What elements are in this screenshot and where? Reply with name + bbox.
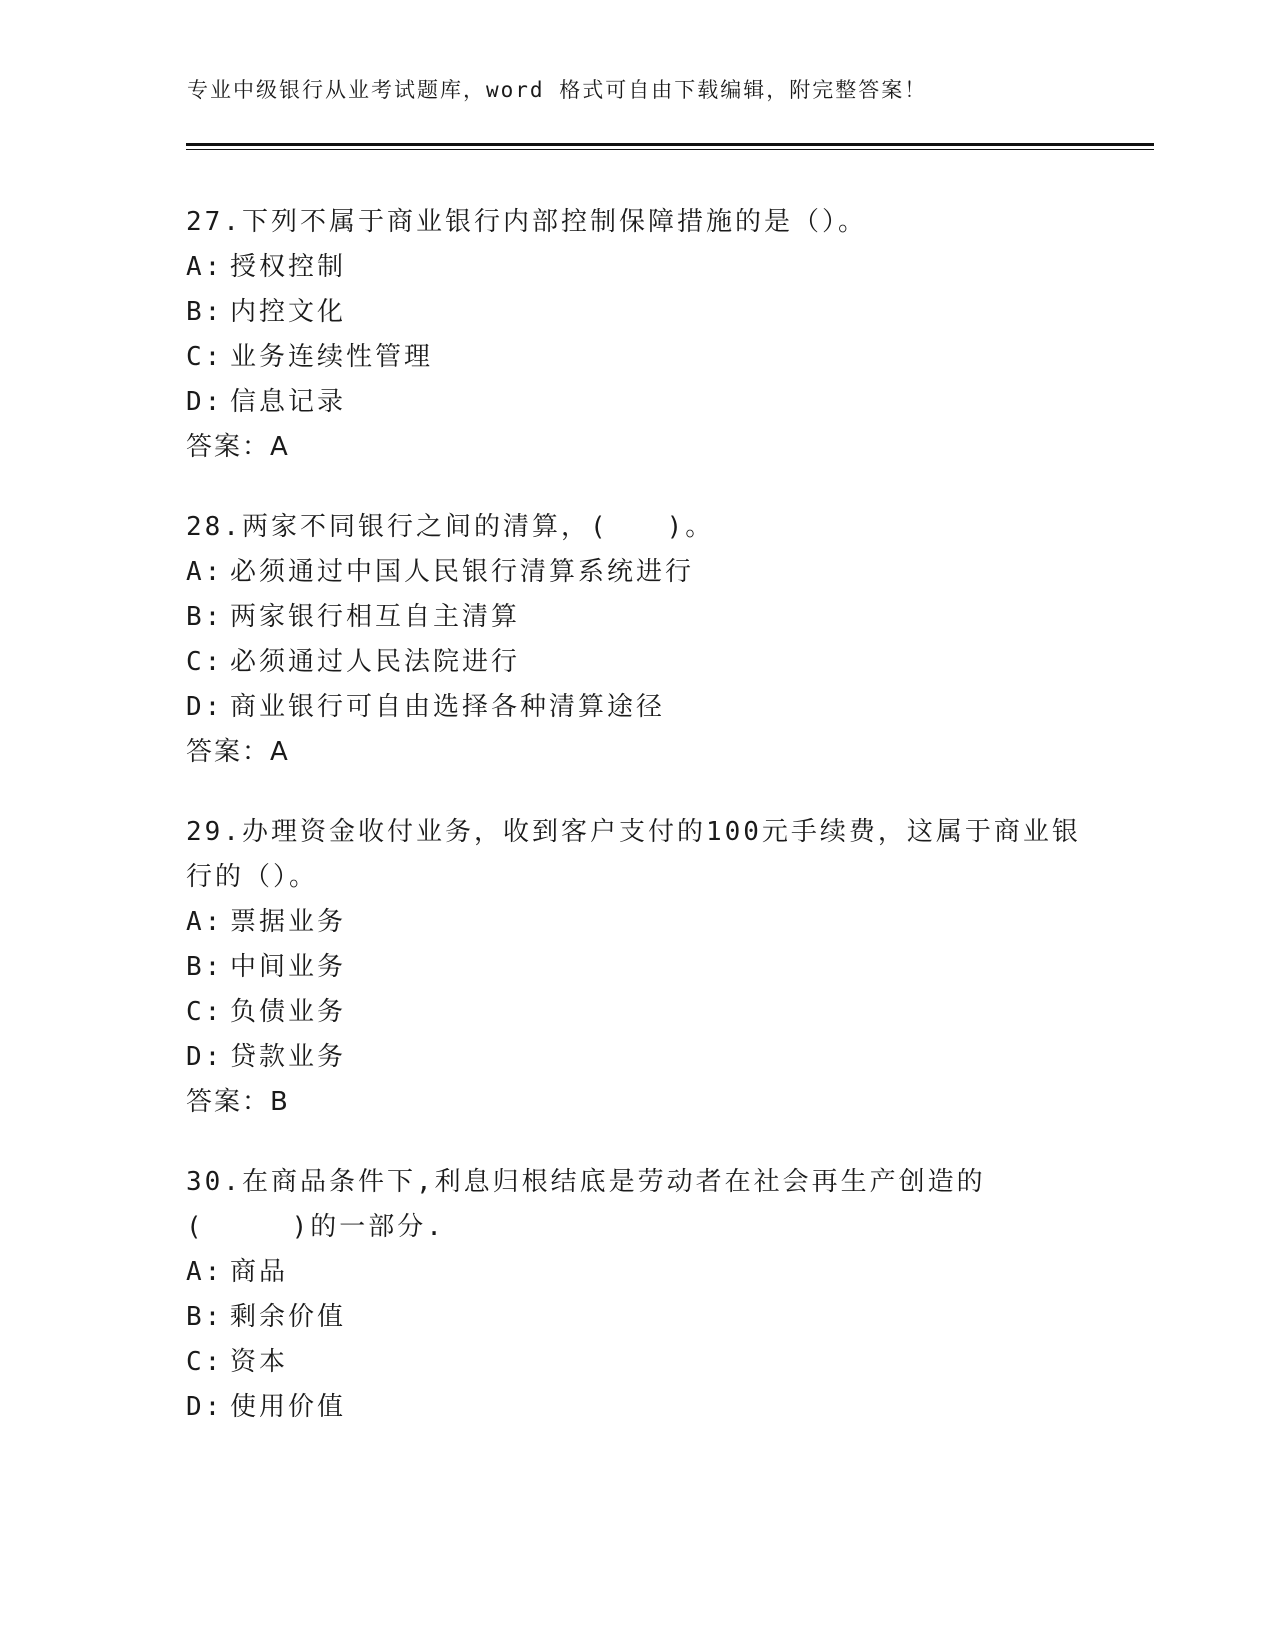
option-text: 中间业务 (230, 952, 347, 982)
option-c (186, 990, 1086, 1035)
document-header: 专业中级银行从业考试题库，word 格式可自由下载编辑，附完整答案！ (187, 78, 928, 102)
option-letter: A: (186, 1257, 224, 1287)
option-text: 商品 (230, 1257, 289, 1287)
option-text: 内控文化 (230, 297, 347, 327)
question-text: 28.两家不同银行之间的清算，( )。 (186, 512, 715, 542)
answer-line: 答案：A (186, 737, 290, 767)
question-30 (186, 1160, 1086, 1430)
option-text: 商业银行可自由选择各种清算途径 (230, 692, 666, 722)
question-text: 30.在商品条件下,利息归根结底是劳动者在社会再生产创造的( )的一部分. (186, 1167, 986, 1242)
option-letter: D: (186, 692, 224, 722)
option-b (186, 595, 1086, 640)
option-text: 负债业务 (230, 997, 347, 1027)
option-letter: A: (186, 557, 224, 587)
header-rule-thick (186, 143, 1154, 146)
option-text: 贷款业务 (230, 1042, 347, 1072)
option-letter: D: (186, 1042, 224, 1072)
option-b (186, 290, 1086, 335)
option-d (186, 1385, 1086, 1430)
option-letter: D: (186, 387, 224, 417)
option-c (186, 335, 1086, 380)
option-a (186, 1250, 1086, 1295)
answer-line: 答案：B (186, 1087, 290, 1117)
option-letter: B: (186, 602, 224, 632)
option-c (186, 640, 1086, 685)
option-text: 两家银行相互自主清算 (230, 602, 521, 632)
question-29 (186, 810, 1086, 1125)
question-27 (186, 200, 1086, 470)
option-text: 业务连续性管理 (230, 342, 434, 372)
option-text: 授权控制 (230, 252, 347, 282)
option-text: 必须通过中国人民银行清算系统进行 (230, 557, 695, 587)
option-d (186, 685, 1086, 730)
option-c (186, 1340, 1086, 1385)
option-text: 资本 (230, 1347, 289, 1377)
option-letter: C: (186, 342, 224, 372)
option-letter: B: (186, 1302, 224, 1332)
option-a (186, 550, 1086, 595)
option-letter: B: (186, 297, 224, 327)
option-d (186, 380, 1086, 425)
option-text: 信息记录 (230, 387, 347, 417)
option-letter: D: (186, 1392, 224, 1422)
option-a (186, 245, 1086, 290)
question-28 (186, 505, 1086, 775)
header-rule-thin (186, 149, 1154, 150)
option-b (186, 1295, 1086, 1340)
option-text: 使用价值 (230, 1392, 347, 1422)
option-text: 票据业务 (230, 907, 347, 937)
option-letter: A: (186, 907, 224, 937)
option-text: 必须通过人民法院进行 (230, 647, 521, 677)
option-b (186, 945, 1086, 990)
option-letter: A: (186, 252, 224, 282)
question-list (186, 200, 1086, 1465)
option-d (186, 1035, 1086, 1080)
option-letter: B: (186, 952, 224, 982)
option-text: 剩余价值 (230, 1302, 347, 1332)
option-letter: C: (186, 997, 224, 1027)
option-letter: C: (186, 1347, 224, 1377)
question-text: 27.下列不属于商业银行内部控制保障措施的是（）。 (186, 207, 867, 237)
answer-line: 答案：A (186, 432, 290, 462)
option-a (186, 900, 1086, 945)
question-text: 29.办理资金收付业务，收到客户支付的100元手续费，这属于商业银行的（）。 (186, 817, 1081, 892)
option-letter: C: (186, 647, 224, 677)
